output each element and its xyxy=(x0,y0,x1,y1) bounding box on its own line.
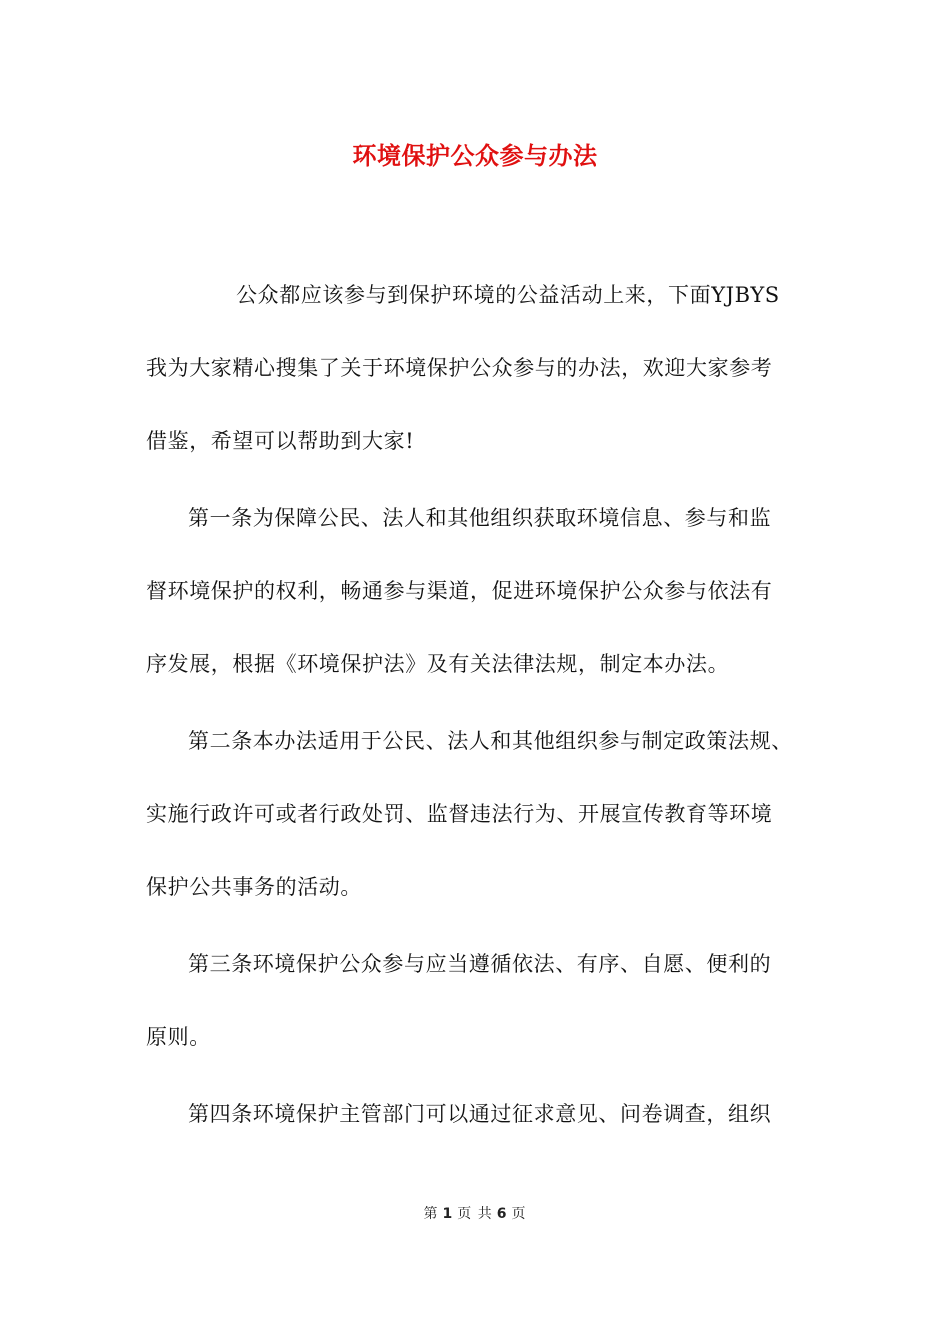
page-footer xyxy=(0,1203,950,1223)
paragraph-line-12: 第四条环境保护主管部门可以通过征求意见、问卷调查，组织 xyxy=(188,1102,772,1126)
document-title: 环境保护公众参与办法 xyxy=(352,142,598,170)
paragraph-line-8: 实施行政许可或者行政处罚、监督违法行为、开展宣传教育等环境 xyxy=(146,802,773,826)
paragraph-line-1: 公众都应该参与到保护环境的公益活动上来，下面YJBYS xyxy=(236,283,780,307)
paragraph-line-10: 第三条环境保护公众参与应当遵循依法、有序、自愿、便利的 xyxy=(188,952,772,976)
paragraph-line-11: 原则。 xyxy=(146,1025,211,1049)
paragraph-line-5: 督环境保护的权利，畅通参与渠道，促进环境保护公众参与依法有 xyxy=(146,579,773,603)
footer-total-pages: 6 xyxy=(496,1206,508,1222)
footer-page-number: 1 xyxy=(442,1206,454,1222)
footer-suffix: 页 xyxy=(511,1206,527,1222)
paragraph-line-7: 第二条本办法适用于公民、法人和其他组织参与制定政策法规、 xyxy=(188,729,793,753)
paragraph-line-3: 借鉴，希望可以帮助到大家! xyxy=(146,429,415,453)
footer-prefix: 第 xyxy=(423,1206,439,1222)
paragraph-line-9: 保护公共事务的活动。 xyxy=(146,875,362,899)
paragraph-line-2: 我为大家精心搜集了关于环境保护公众参与的办法，欢迎大家参考 xyxy=(146,356,773,380)
paragraph-line-4: 第一条为保障公民、法人和其他组织获取环境信息、参与和监 xyxy=(188,506,772,530)
footer-middle: 页 共 xyxy=(457,1206,493,1222)
paragraph-line-6: 序发展，根据《环境保护法》及有关法律法规，制定本办法。 xyxy=(146,652,730,676)
